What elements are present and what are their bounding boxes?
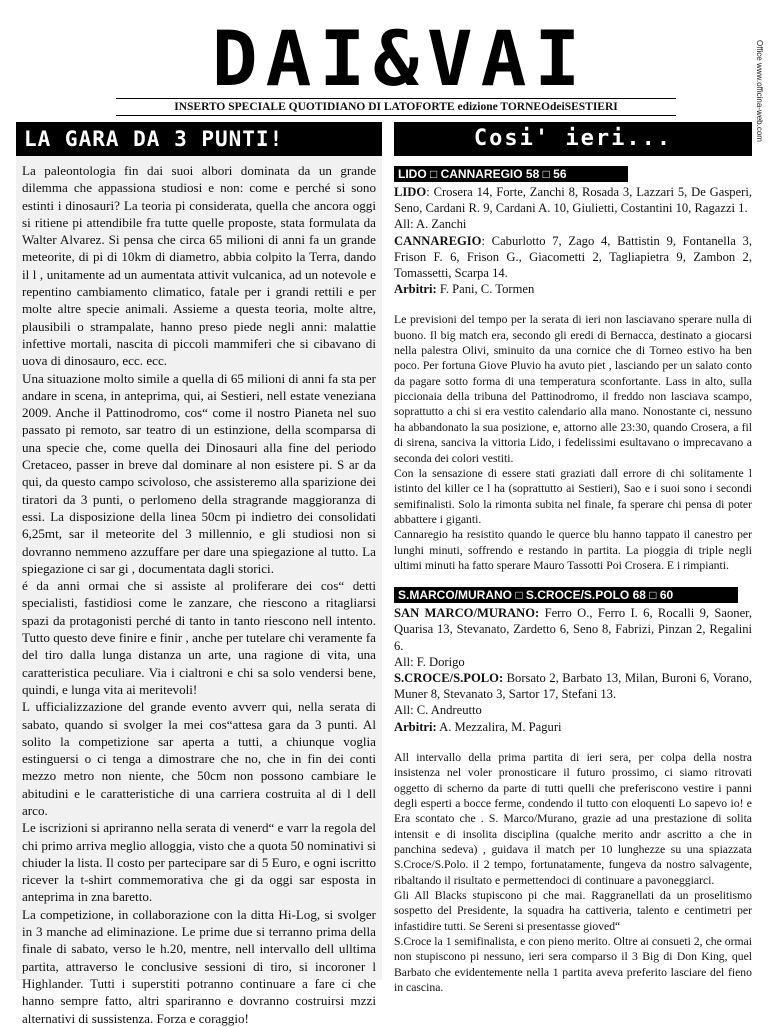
report-paragraph: Cannaregio ha resistito quando le querce blu hanno tappato il canestro per lunghi minuti, soffrendo e restando in partita. La pioggia di triple negli ultimi minuti ha fatto sperare Mauro Tassotti Poi Crosera. E i rimpianti. <box>394 528 752 572</box>
left-paragraph: La paleontologia fin dai suoi albori dominata da un grande dilemma che appassiona studiosi e non: come e perché si sono estinti i dinosauri? La teoria pi considerata, quella che ancora oggi si ritiene pi attendibile fra tutte quelle proposte, stata formulata da Walter Alvarez. Si pensa che circa 65 milioni di anni fa un grande meteorite, di pi di 10km di diametro, abbia colpito la Terra, dando il l , unitamente ad un aumentata attivit vulcanica, ad un notevole e repentino cambiamento climatico, fatale per i grandi rettili e per molte altre specie animali. Assieme a questa teoria, molte altre, plausibili o strampalate, hanno preso piede negli anni: malattie infettive mortali, nascita di piccoli mammiferi che si cibavano di uova di dinosauro, ecc. ecc. <box>22 163 376 369</box>
lineup-line <box>394 216 752 232</box>
lineup-text: All: F. Dorigo <box>394 654 465 669</box>
lineup-line <box>394 654 752 670</box>
lineup-text: Ferro O., Ferro I. 6, Rocalli 9, Saoner, Quarisa 13, Stevanato, Zardetto 6, Seno 8, Fabrizi, Pinzan 2, Regalini 6. <box>394 606 752 653</box>
left-paragraph: Una situazione molto simile a quella di 65 milioni di anni fa sta per andare in scena, in anteprima, qui, ai Sestieri, nell estate veneziana 2009. Anche il Pattinodromo, cos“ come il nostro Pianeta nel suo passato pi remoto, sar teatro di un estinzione, della scomparsa di una specie che, come quella dei Dinosauri alla fine del periodo Cretaceo, passer in breve dal dominare al non esistere pi. S ar da qui, da questo campo scivoloso, che assisteremo alla sparizione dei tiratori da 3 punti, o perlomeno della stragrande maggioranza di essi. La disposizione della linea 50cm pi indietro dei consolidati 6,25mt, sar il meteorite del 3 millennio, e gli studiosi non si dovranno nemmeno azzuffare per dare una spiegazione al tutto. La spiegazione ci sar gi , documentata dagli storici. <box>22 370 376 576</box>
lineup-line <box>394 702 752 718</box>
lineup-line <box>394 605 752 654</box>
right-article <box>394 122 752 995</box>
left-heading: LA GARA DA 3 PUNTI! <box>16 122 382 156</box>
left-body <box>16 156 382 1027</box>
insert-line: INSERTO SPECIALE QUOTIDIANO DI LATOFORTE edizione TORNEOdeiSESTIERI <box>116 98 676 116</box>
lineup-text: : Crosera 14, Forte, Zanchi 8, Rosada 3, Lazzari 5, De Gasperi, Seno, Cardani R. 9, Cardani A. 10, Giulietti, Costantini 10, Ragazzi 1. <box>394 185 752 216</box>
lineup-label: S.CROCE/S.POLO: <box>394 671 504 686</box>
lineup-line <box>394 670 752 702</box>
report-paragraph: Gli All Blacks stupiscono pi che mai. Raggranellati da un proselitismo sospetto del Presidente, la squadra ha cattiveria, talento e centimetri per infastidire tutti. Se Sereni si presentasse gioved“ <box>394 888 752 933</box>
report-paragraph: Con la sensazione di essere stati graziati dall errore di chi solitamente l istinto del killer ce l ha (soprattutto ai Sestieri), Sao e i suoi sono i secondi semifinalisti. Solo la rimonta subita nel finale, fa sperare chi pensa di poter abbattere i giganti. <box>394 466 752 526</box>
match2-report <box>394 750 752 996</box>
match1-report <box>394 312 752 573</box>
match2-lineups <box>394 605 752 735</box>
lineup-text: : Caburlotto 7, Zago 4, Battistin 9, Fontanella 3, Frison F. 6, Frison G., Giacometti 2, Tagliapietra 9, Zambon 2, Tomassetti, Scarpa 14. <box>394 233 752 281</box>
lineup-label: SAN MARCO/MURANO: <box>394 606 540 621</box>
report-paragraph: All intervallo della prima partita di ieri sera, per colpa della nostra insistenza nel voler pronosticare il futuro prossimo, ci siamo ritrovati oggetto di scherno da parte di tutti quelli che preferiscono vestire i panni degli esperti a bocce ferme, condendo il tutto con eloquenti Lo sapevo io! e Era scontato che . S. Marco/Murano, grazie ad una prestazione di solita intensit e di insolita disciplina (qualche merito andr ascritto a che in panchina sedeva) , guidava il match per 10 lunghezze su una spiazzata S.Croce/S.Polo. il 2 tempo, fortunatamente, fungeva da nostro salvagente, ribaltando il risultato e permettendoci di continuare a pavoneggiarci. <box>394 750 752 887</box>
vertical-credit: Office www.officina-web.com <box>755 40 764 142</box>
lineup-line <box>394 719 752 735</box>
left-paragraph: Le iscrizioni si apriranno nella serata di venerd“ e varr la regola del chi primo arriva meglio alloggia, visto che a quota 50 nominativi si chiuder la lista. Il costo per partecipare sar di 5 Euro, e ogni iscritto ricever la t-shirt commemorativa che gi da oggi sar esposta in anteprima in zna baretto. <box>22 820 376 905</box>
lineup-line <box>394 184 752 216</box>
left-article <box>16 122 382 1026</box>
report-paragraph: Le previsioni del tempo per la serata di ieri non lasciavano sperare nulla di buono. Il big match era, secondo gli eredi di Bernacca, destinato a giocarsi nella palestra Olivi, sminuito da una cornice che di Torneo estivo ha ben poco. Per fortuna Giove Pluvio ha avuto piet , lasciando per un salato conto da pagare sotto forma di una temperatura sconfortante. Lass in alto, sulla piccionaia della tribuna del Pattinodromo, il freddo non lasciava scampo, soprattutto a chi si era vestito calendario alla mano. Nonostante ci, nessuno ha abbandonato la sua posizione, e, attorno alle 23:30, quando Crosera, a fil di sirena, sanciva la vittoria Lido, i fedelissimi esultavano o imprecavano a seconda dei colori vestiti. <box>394 313 752 465</box>
lineup-label: Arbitri: <box>394 282 437 297</box>
match1-lineups <box>394 184 752 297</box>
lineup-text: F. Pani, C. Tormen <box>436 282 535 297</box>
match1-score-bar: LIDO □ CANNAREGIO 58 □ 56 <box>394 166 628 182</box>
left-paragraph: L ufficializzazione del grande evento avverr qui, nella serata di sabato, quando si svolger la mei cos“attesa gara da 3 punti. Al solito la competizione sar aperta a tutti, a chiunque voglia estinguersi o ci tenga a dimostrare che no, che in fin dei conti mezzo metro non niente, che 50cm non possono cambiare le abitudini e le caratteristiche di una carriera costruita al di l dell arco. <box>22 699 376 818</box>
masthead-title: DAI&VAI <box>211 14 589 103</box>
match2-score-bar: S.MARCO/MURANO □ S.CROCE/S.POLO 68 □ 60 <box>394 587 738 603</box>
report-paragraph: S.Croce la 1 semifinalista, e con pieno merito. Oltre ai consueti 2, che ormai non stupiscono pi nessuno, ieri sera comparso il 3 Big di Don King, quel Barbato che evidentemente nella 1 partita aveva preferito lasciare del fieno in cascina. <box>394 935 752 995</box>
right-heading: Cosi' ieri... <box>394 122 752 156</box>
lineup-text: A. Mezzalira, M. Paguri <box>436 719 562 734</box>
lineup-line <box>394 281 752 297</box>
lineup-label: LIDO <box>394 185 427 199</box>
lineup-text: All: C. Andreutto <box>394 703 482 718</box>
lineup-label: CANNAREGIO <box>394 233 482 248</box>
lineup-label: Arbitri: <box>394 719 437 734</box>
left-paragraph: La competizione, in collaborazione con la ditta Hi-Log, si svolger in 3 manche ad eliminazione. Le prime due si terranno prima della finale di sabato, verso le h.20, mentre, nell intervallo dell ulltima partita, attraverso le conclusive sessioni di tiro, si incoroner l Highlander. Tutti i superstiti potranno continuare a fare ci che hanno sempre fatto, altri spariranno e dovranno costruirsi mzzi alternativi di sussistenza. Forza e coraggio! <box>22 906 376 1026</box>
lineup-line <box>394 233 752 282</box>
lineup-text: All: A. Zanchi <box>394 217 467 232</box>
left-paragraph: é da anni ormai che si assiste al proliferare dei cos“ detti specialisti, fastidiosi come le zanzare, che riescono a ritagliarsi spazi da protagonisti perché di tanto in tanto riescono nell intento. Tutto questo deve finire e finir , anche per tutelare chi veramente fa del tiro dalla lunga distanza un arte, una ragione di vita, una caratteristica peculiare. Via i cialtroni e chi sa solo vendersi bene, quindi, e lunga vita ai meritevoli! <box>22 578 376 697</box>
lineup-text: Borsato 2, Barbato 13, Milan, Buroni 6, Vorano, Muner 8, Stevanato 3, Sartor 17, Stefani 13. <box>394 671 752 702</box>
